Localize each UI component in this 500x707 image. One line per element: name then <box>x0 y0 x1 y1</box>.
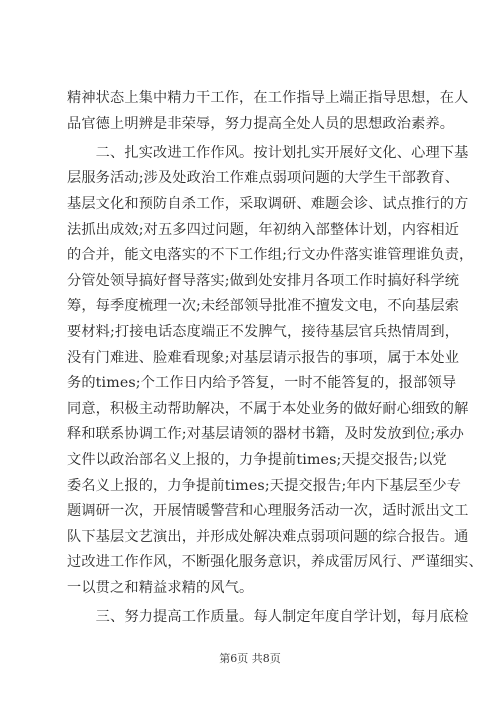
text-line: 分管处领导搞好督导落实;做到处安排月各项工作时搞好科学统 <box>67 272 460 289</box>
text-line: 三、努力提高工作质量。每人制定年度自学计划，每月底检 <box>67 609 469 626</box>
text-line: 层服务活动;涉及处政治工作难点弱项问题的大学生干部教育、 <box>67 170 460 187</box>
text-line: 队下基层文艺演出，并形成处解决难点弱项问题的综合报告。通 <box>67 528 469 545</box>
text-line: 题调研一次，开展情暖警营和心理服务活动一次，适时派出文工 <box>67 503 469 520</box>
text-line: 务的times;个工作日内给予答复，一时不能答复的，报部领导 <box>67 375 457 392</box>
page-number-footer: 第6页 共8页 <box>219 652 281 665</box>
text-line: 品官德上明辨是非荣辱，努力提高全处人员的思想政治素养。 <box>67 115 455 132</box>
text-line: 二、扎实改进工作作风。按计划扎实开展好文化、心理下基 <box>67 144 469 161</box>
text-line: 没有门难进、脸难看现象;对基层请示报告的事项，属于本处业 <box>67 349 460 366</box>
text-line: 文件以政治部名义上报的，力争提前times;天提交报告;以党 <box>67 451 447 468</box>
text-line: 的合并，能文电落实的不下工作组;行文办件落实谁管理谁负责， <box>67 247 474 264</box>
text-line: 委名义上报的，力争提前times;天提交报告;年内下基层至少专 <box>67 477 462 494</box>
text-line: 同意，积极主动帮助解决，不属于本处业务的做好耐心细致的解 <box>67 400 469 417</box>
text-line: 释和联系协调工作;对基层请领的器材书籍，及时发放到位;承办 <box>67 426 464 443</box>
text-line: 过改进工作作风，不断强化服务意识，养成雷厉风行、严谨细实、 <box>67 554 483 571</box>
text-line: 筹，每季度梳理一次;未经部领导批准不擅发文电，不向基层索 <box>67 298 460 315</box>
text-line: 法抓出成效;对五多四过问题，年初纳入部整体计划，内容相近 <box>67 221 460 238</box>
text-line: 一以贯之和精益求精的风气。 <box>67 579 254 596</box>
body-text <box>67 86 483 631</box>
text-line: 基层文化和预防自杀工作，采取调研、难题会诊、试点推行的方 <box>67 195 469 212</box>
text-line: 精神状态上集中精力干工作，在工作指导上端正指导思想，在人 <box>67 90 469 106</box>
text-line: 要材料;打接电话态度端正不发脾气，接待基层官兵热情周到， <box>67 323 460 340</box>
